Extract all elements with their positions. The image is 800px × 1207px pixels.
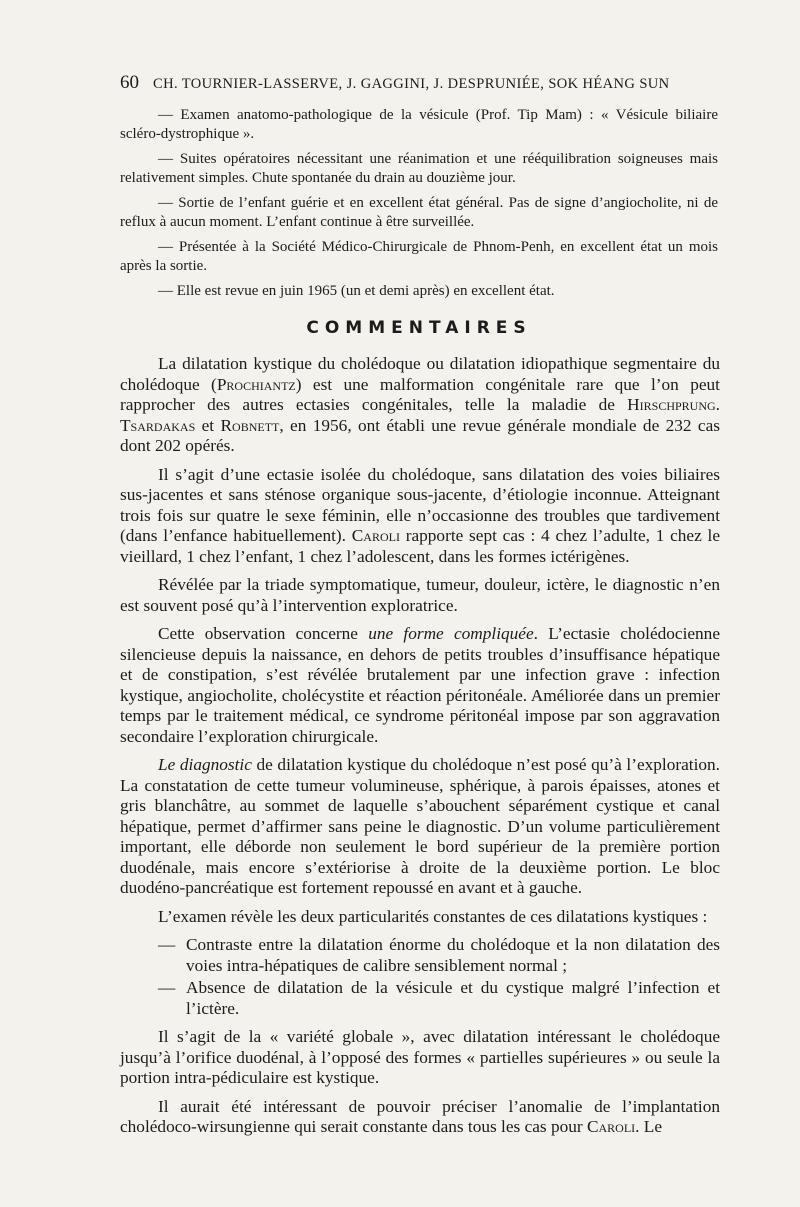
- body-paragraph: [120, 624, 720, 747]
- text-run: Il s’agit d’une ectasie isolée du cholédoque, sans dilatation des voies biliaires sus-jacentes et sans sténose organique sous-jacente, d’étiologie inconnue. Atteignant trois fois sur quatre le sexe féminin, elle n’occasionne des troubles que tardivement (dans l’enfance habituellement).: [120, 464, 720, 545]
- text-run: Il aurait été intéressant de pouvoir préciser l’anomalie de l’implantation cholédoco-wirsungienne qui serait constante dans tous les cas pour: [120, 1096, 720, 1136]
- author-name: Caroli: [586, 1117, 636, 1136]
- observation-paragraph: — Présentée à la Société Médico-Chirurgicale de Phnom-Penh, en excellent état un mois après la sortie.: [120, 239, 718, 274]
- text-run: de dilatation kystique du cholédoque n’est posé qu’à l’exploration. La constatation de cette tumeur volumineuse, sphérique, à parois épaisses, atones et gris blanchâtre, au sommet de laquelle s’abouchent séparément cystique et canal hépatique, permet d’affirmer sans peine le diagnostic. D’un volume particulièrement important, elle déborde non seulement le bord supérieur de la première portion duodénale, mais encore s’extériorise à droite de la deuxième portion. Le bloc duodéno-pancréatique est fortement repoussé en avant et à gauche.: [120, 755, 721, 897]
- text-run: . L’ectasie cholédocienne silencieuse depuis la naissance, en dehors de petits troubles d’insuffisance hépatique et de constipation, s’est révélée brutalement par une infection grave : infection kystique, angiocholite, cholécystite et réaction péritonéale. Améliorée dans un premier temps par le traitement médical, ce syndrome péritonéal impose par son aggravation secondaire l’exploration chirurgicale.: [120, 624, 720, 746]
- author-name: Hirschprung: [627, 395, 716, 414]
- body-paragraph: [120, 755, 720, 899]
- text-run: . Le: [635, 1117, 663, 1136]
- observation-notes: [120, 106, 718, 307]
- emphasis: une forme compliquée: [368, 624, 534, 643]
- author-name: Caroli: [351, 526, 400, 545]
- text-run: Cette observation concerne: [158, 624, 369, 643]
- commentaires-body: [120, 354, 720, 1146]
- body-paragraph: [120, 1097, 720, 1138]
- text-run: ) est une malformation congénitale rare que l’on peut rapprocher des autres ectasies congénitales, telle la maladie de: [120, 374, 720, 414]
- section-title: COMMENTAIRES: [306, 318, 532, 338]
- page-number: 60: [120, 72, 139, 93]
- text-run: et: [195, 415, 221, 435]
- header-authors: CH. TOURNIER-LASSERVE, J. GAGGINI, J. DESPRUNIÉE, SOK HÉANG SUN: [153, 76, 670, 92]
- list-dash: —: [158, 935, 176, 954]
- author-name: Robnett: [220, 415, 280, 435]
- particularities-list: [120, 935, 720, 1019]
- list-dash: —: [158, 978, 176, 997]
- text-run: rapporte sept cas : 4 chez l’adulte, 1 chez le vieillard, 1 chez l’enfant, 1 chez l’adolescent, dans les formes ictérigènes.: [120, 526, 721, 566]
- observation-paragraph: — Sortie de l’enfant guérie et en excellent état général. Pas de signe d’angiocholite, ni de reflux à aucun moment. L’enfant continue à être surveillée.: [120, 195, 718, 230]
- body-paragraph: [120, 465, 720, 568]
- running-header: [120, 72, 720, 94]
- list-item: [158, 935, 720, 976]
- list-item: [158, 978, 720, 1019]
- body-paragraph: L’examen révèle les deux particularités constantes de ces dilatations kystiques :: [158, 906, 708, 926]
- observation-paragraph: — Suites opératoires nécessitant une réanimation et une rééquilibration soigneuses mais relativement simples. Chute spontanée du drain au douzième jour.: [120, 151, 718, 186]
- text-run: Contraste entre la dilatation énorme du cholédoque et la non dilatation des voies intra-hépatiques de calibre sensiblement normal ;: [186, 935, 720, 975]
- body-paragraph: Révélée par la triade symptomatique, tumeur, douleur, ictère, le diagnostic n’en est souvent posé qu’à l’intervention exploratrice.: [120, 575, 720, 615]
- text-run: , en 1956, ont établi une revue générale mondiale de 232 cas dont 202 opérés.: [120, 415, 720, 455]
- emphasis: Le diagnostic: [158, 755, 252, 774]
- observation-paragraph: — Examen anatomo-pathologique de la vésicule (Prof. Tip Mam) : « Vésicule biliaire scléro-dystrophique ».: [120, 107, 718, 142]
- body-paragraph: [120, 354, 720, 457]
- author-name: Tsardakas: [120, 415, 196, 435]
- text-run: La dilatation kystique du cholédoque ou dilatation idiopathique segmentaire du cholédoque (: [120, 354, 720, 394]
- text-run: .: [715, 395, 720, 414]
- text-run: Absence de dilatation de la vésicule et du cystique malgré l’infection et l’ictère.: [186, 978, 720, 1018]
- body-paragraph: Il s’agit de la « variété globale », avec dilatation intéressant le cholédoque jusqu’à l’orifice duodénal, à l’opposé des formes « partielles supérieures » ou seule la portion intra-pédiculaire est kystique.: [120, 1027, 720, 1087]
- observation-paragraph: — Elle est revue en juin 1965 (un et demi après) en excellent état.: [158, 283, 555, 299]
- author-name: Prochiantz: [216, 374, 296, 394]
